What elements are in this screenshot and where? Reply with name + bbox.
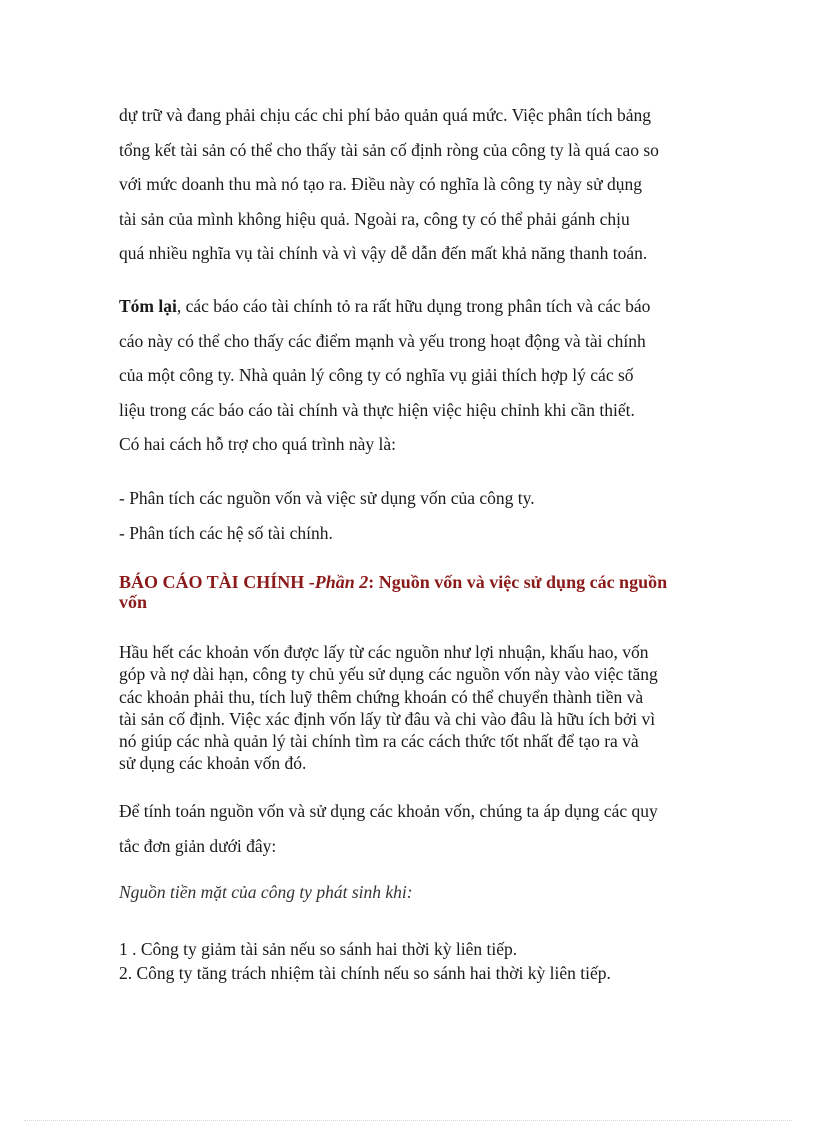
list-item: - Phân tích các hệ số tài chính. [119,522,333,543]
paragraph-cash-source-intro [119,881,719,903]
text-line: tổng kết tài sản có thể cho thấy tài sản cố định ròng của công ty là quá cao so [119,139,659,160]
text-line: liệu trong các báo cáo tài chính và thực hiện việc hiệu chỉnh khi cần thiết. [119,399,635,420]
text-line: tắc đơn giản dưới đây: [119,836,277,856]
bullet-list [119,481,719,550]
heading-lead: BÁO CÁO TÀI CHÍNH - [119,572,315,592]
list-item: 2. Công ty tăng trách nhiệm tài chính nếu so sánh hai thời kỳ liên tiếp. [119,963,611,983]
text-line: các khoản phải thu, tích luỹ thêm chứng khoán có thể chuyển thành tiền và [119,686,644,707]
section-heading [119,572,719,612]
text-line: Có hai cách hỗ trợ cho quá trình này là: [119,434,397,454]
heading-line [119,572,719,592]
paragraph-summary [119,289,719,462]
heading-rest: : Nguồn vốn và việc sử dụng các nguồn [368,572,668,592]
footer-divider [24,1120,792,1121]
text-line: của một công ty. Nhà quản lý công ty có nghĩa vụ giải thích hợp lý các số [119,365,634,385]
text-line: Để tính toán nguồn vốn và sử dụng các khoản vốn, chúng ta áp dụng các quy [119,801,658,821]
italic-text-line: Nguồn tiền mặt của công ty phát sinh khi: [119,882,413,902]
paragraph-calculation-rules [119,794,719,864]
text-line: sử dụng các khoản vốn đó. [119,753,307,774]
paragraph-financial-analysis [119,98,719,271]
text-line: cáo này có thể cho thấy các điểm mạnh và yếu trong hoạt động và tài chính [119,330,646,351]
summary-bold-lead: Tóm lại [119,296,177,316]
text-line: quá nhiều nghĩa vụ tài chính và vì vậy dễ dẫn đến mất khả năng thanh toán. [119,243,648,263]
list-item: - Phân tích các nguồn vốn và việc sử dụng vốn của công ty. [119,488,535,508]
text-line: với mức doanh thu mà nó tạo ra. Điều này có nghĩa là công ty này sử dụng [119,174,642,194]
text-line: tài sản cố định. Việc xác định vốn lấy từ đâu và chi vào đâu là hữu ích bởi vì [119,708,656,729]
list-item: 1 . Công ty giảm tài sản nếu so sánh hai thời kỳ liên tiếp. [119,939,518,959]
text-line: dự trữ và đang phải chịu các chi phí bảo quản quá mức. Việc phân tích bảng [119,105,651,125]
text-line: góp và nợ dài hạn, công ty chủ yếu sử dụng các nguồn vốn này vào việc tăng [119,664,658,685]
heading-italic: Phần 2 [314,572,369,592]
paragraph-capital-sources [119,641,719,775]
text-line: nó giúp các nhà quản lý tài chính tìm ra các cách thức tốt nhất để tạo ra và [119,731,639,752]
text-line [119,289,719,324]
text-line: tài sản của mình không hiệu quả. Ngoài ra, công ty có thể phải gánh chịu [119,208,630,229]
summary-first-line-rest: , các báo cáo tài chính tỏ ra rất hữu dụng trong phân tích và các báo [176,296,651,316]
text-line: Hầu hết các khoản vốn được lấy từ các nguồn như lợi nhuận, khấu hao, vốn [119,642,649,662]
numbered-list [119,937,719,985]
heading-line-2: vốn [119,592,148,612]
